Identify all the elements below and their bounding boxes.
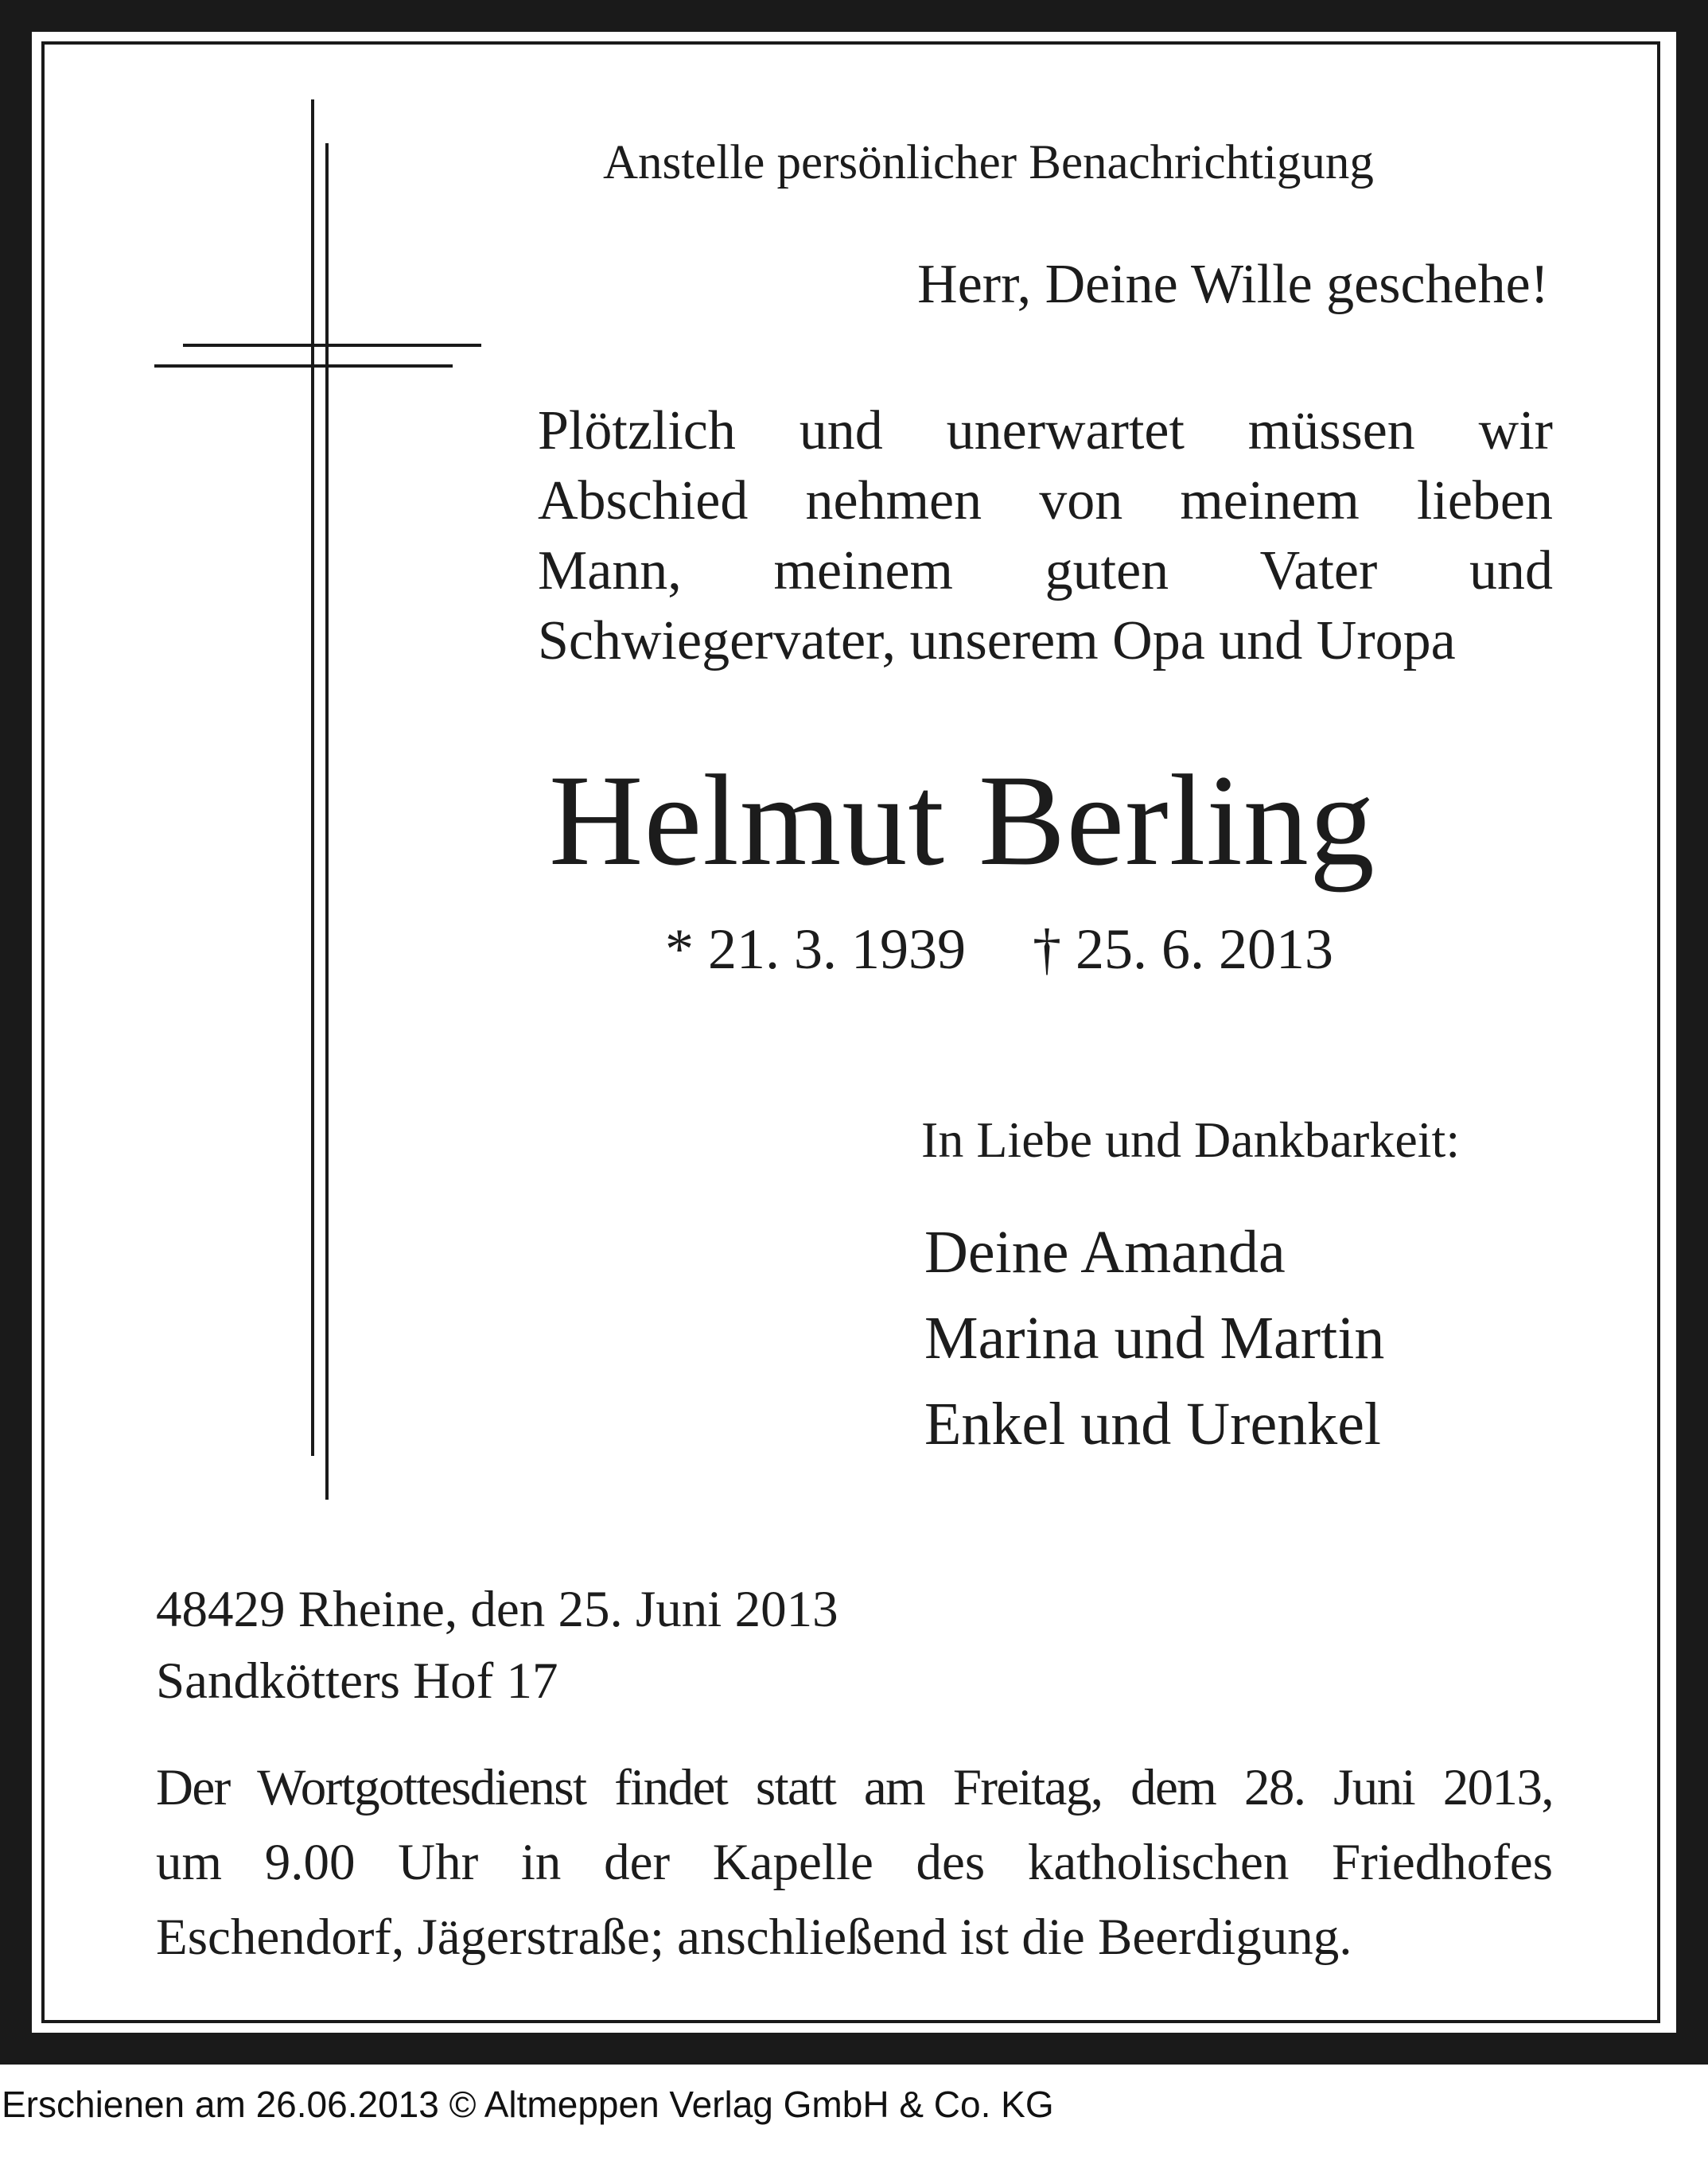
mourner: Deine Amanda (924, 1219, 1286, 1286)
intro-line: Anstelle persönlicher Benachrichtigung (603, 136, 1374, 189)
death-date: † 25. 6. 2013 (1033, 917, 1333, 981)
mourners-list (924, 1209, 1384, 1467)
service-paragraph (156, 1750, 1553, 1975)
announcement-line: Plötzlich und unerwartet müssen wir (538, 400, 1553, 461)
deceased-name: Helmut Berling (549, 749, 1375, 893)
mourner: Marina und Martin (924, 1305, 1385, 1372)
latin-cross-icon (151, 95, 493, 1512)
birth-date: * 21. 3. 1939 (665, 917, 966, 981)
announcement-line: Abschied nehmen von meinem lieben (538, 470, 1553, 531)
mourner: Enkel und Urenkel (924, 1391, 1382, 1458)
publication-credit: Erschienen am 26.06.2013 © Altmeppen Verlag GmbH & Co. KG (2, 2084, 1054, 2125)
place-date: 48429 Rheine, den 25. Juni 2013 (156, 1581, 838, 1638)
service-line: um 9.00 Uhr in der Kapelle des katholischen Friedhofes (156, 1834, 1553, 1891)
announcement-line: Mann, meinem guten Vater und (538, 540, 1553, 601)
thanks-line: In Liebe und Dankbarkeit: (921, 1111, 1461, 1168)
address: Sandkötters Hof 17 (156, 1652, 558, 1710)
motto-line: Herr, Deine Wille geschehe! (917, 254, 1549, 315)
service-line: Der Wortgottesdienst findet statt am Freitag, dem 28. Juni 2013, (156, 1759, 1553, 1816)
place-and-address (156, 1574, 838, 1717)
life-dates (665, 917, 1333, 983)
service-line: Eschendorf, Jägerstraße; anschließend ist die Beerdigung. (156, 1909, 1352, 1966)
announcement-paragraph (538, 396, 1553, 676)
announcement-line: Schwiegervater, unserem Opa und Uropa (538, 610, 1456, 671)
